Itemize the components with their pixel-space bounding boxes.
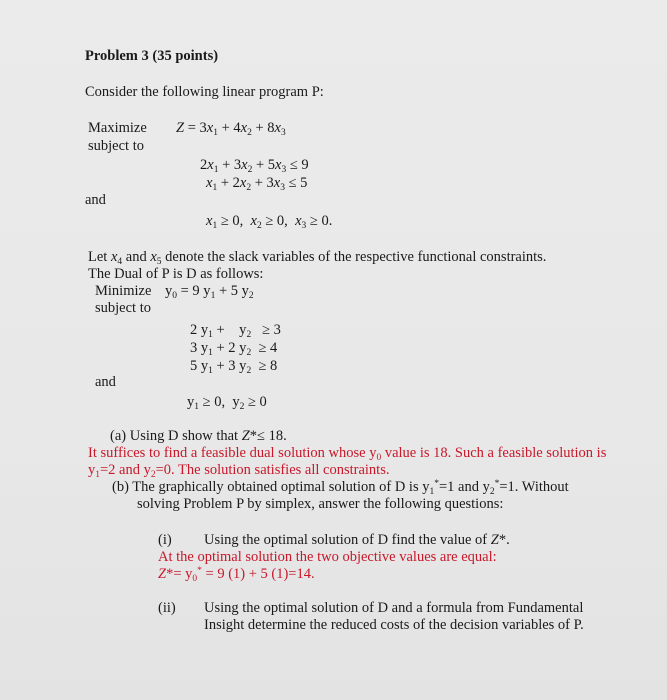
part-b-question-line-2: solving Problem P by simplex, answer the following questions:	[137, 496, 504, 512]
primal-nonnegativity: $x_1 \ge 0$, $x_2 \ge 0$, $x_3 \ge 0$.	[206, 213, 333, 231]
dual-and-label: and	[95, 374, 116, 390]
sub-i-answer-line-2: $Z*= y_0^* = 9$ (1) + 5 (1)=14.	[158, 566, 315, 584]
part-b-question-line-1: (b) The graphically obtained optimal solution of D is $y_1^*=1$ and $y_2^*=1$. Without	[112, 479, 569, 497]
part-a-answer-line-1: It suffices to find a feasible dual solution whose $y_0$ value is 18. Such a feasible solution is	[88, 445, 607, 463]
problem-title: Problem 3 (35 points)	[85, 48, 219, 64]
primal-objective: $Z = 3x_1 + 4x_2 + 8x_3$	[176, 120, 286, 138]
sub-i-question: Using the optimal solution of D find the value of Z*.	[204, 532, 510, 548]
primal-and-label: and	[85, 192, 106, 208]
part-a-answer-line-2: $y_1=2$ and $y_2=0$. The solution satisfies all constraints.	[88, 462, 390, 480]
slack-text: Let $x_4$ and $x_5$ denote the slack variables of the respective functional constraints.	[88, 249, 547, 267]
minimize-label: Minimize	[95, 283, 152, 299]
primal-constraint-2: $x_1 + 2x_2 + 3x_3 \le 5$	[206, 175, 308, 193]
primal-constraint-1: $2x_1 + 3x_2 + 5x_3 \le 9$	[200, 157, 309, 175]
dual-intro: The Dual of P is D as follows:	[88, 266, 264, 282]
dual-nonnegativity: $y_1 \ge 0$, $y_2 \ge 0$	[187, 394, 267, 412]
sub-i-answer-line-1: At the optimal solution the two objective values are equal:	[158, 549, 497, 565]
maximize-label: Maximize	[88, 120, 147, 136]
sub-ii-question-line-2: Insight determine the reduced costs of the decision variables of P.	[204, 617, 584, 633]
sub-ii-question-line-1: Using the optimal solution of D and a formula from Fundamental	[204, 600, 584, 616]
primal-subject-to: subject to	[88, 138, 144, 154]
dual-subject-to: subject to	[95, 300, 151, 316]
dual-objective: $y_0 = 9$ $y_1 + 5$ $y_2$	[165, 283, 254, 301]
dual-constraint-1: 2 $y_1$ + $y_2 \ge 3$	[190, 322, 281, 340]
dual-constraint-2: 3 $y_1 + 2$ $y_2 \ge 4$	[190, 340, 278, 358]
sub-ii-numeral: (ii)	[158, 600, 176, 616]
dual-constraint-3: 5 $y_1 + 3$ $y_2 \ge 8$	[190, 358, 278, 376]
intro-text: Consider the following linear program P:	[85, 84, 324, 100]
part-a-question: (a) Using D show that Z*≤ 18.	[110, 428, 287, 444]
sub-i-numeral: (i)	[158, 532, 172, 548]
